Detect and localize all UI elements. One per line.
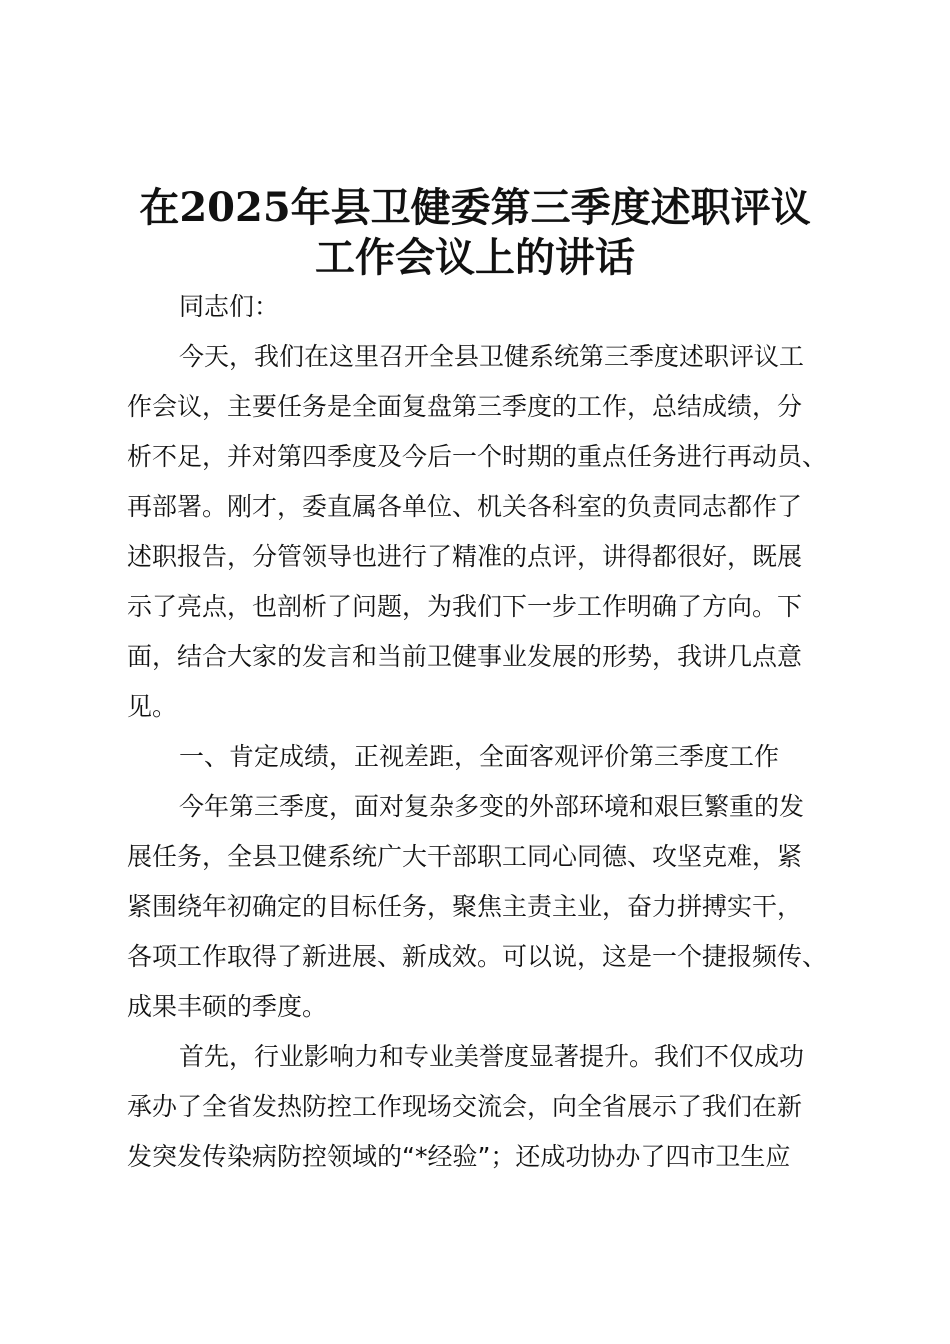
section-heading: 一、肯定成绩，正视差距，全面客观评价第三季度工作 xyxy=(179,742,780,771)
paragraph-line: 发突发传染病防控领域的“*经验”；还成功协办了四市卫生应 xyxy=(127,1142,791,1171)
paragraph-line: 成果丰硕的季度。 xyxy=(127,992,328,1021)
paragraph-line: 述职报告，分管领导也进行了精准的点评，讲得都很好，既展 xyxy=(127,542,803,571)
paragraph-line: 紧围绕年初确定的目标任务，聚焦主责主业，奋力拼搏实干， xyxy=(127,892,803,921)
paragraph-line: 析不足，并对第四季度及今后一个时期的重点任务进行再动员、 xyxy=(127,442,828,471)
document-body xyxy=(127,282,837,1182)
paragraph-line: 今天，我们在这里召开全县卫健系统第三季度述职评议工 xyxy=(179,342,805,371)
paragraph-line: 再部署。刚才，委直属各单位、机关各科室的负责同志都作了 xyxy=(127,492,803,521)
paragraph-line: 见。 xyxy=(127,692,178,721)
paragraph-line: 首先，行业影响力和专业美誉度显著提升。我们不仅成功 xyxy=(179,1042,805,1071)
document-title-line-1: 在2025年县卫健委第三季度述职评议 xyxy=(139,184,811,231)
paragraph-line: 示了亮点，也剖析了问题，为我们下一步工作明确了方向。下 xyxy=(127,592,803,621)
paragraph-line: 展任务，全县卫健系统广大干部职工同心同德、攻坚克难，紧 xyxy=(127,842,803,871)
paragraph-line: 面，结合大家的发言和当前卫健事业发展的形势，我讲几点意 xyxy=(127,642,803,671)
document-title-line-2: 工作会议上的讲话 xyxy=(315,234,635,281)
paragraph-line: 承办了全省发热防控工作现场交流会，向全省展示了我们在新 xyxy=(127,1092,803,1121)
paragraph-line: 作会议，主要任务是全面复盘第三季度的工作，总结成绩，分 xyxy=(127,392,803,421)
salutation: 同志们： xyxy=(179,292,280,321)
paragraph-line: 今年第三季度，面对复杂多变的外部环境和艰巨繁重的发 xyxy=(179,792,805,821)
paragraph-line: 各项工作取得了新进展、新成效。可以说，这是一个捷报频传、 xyxy=(127,942,828,971)
